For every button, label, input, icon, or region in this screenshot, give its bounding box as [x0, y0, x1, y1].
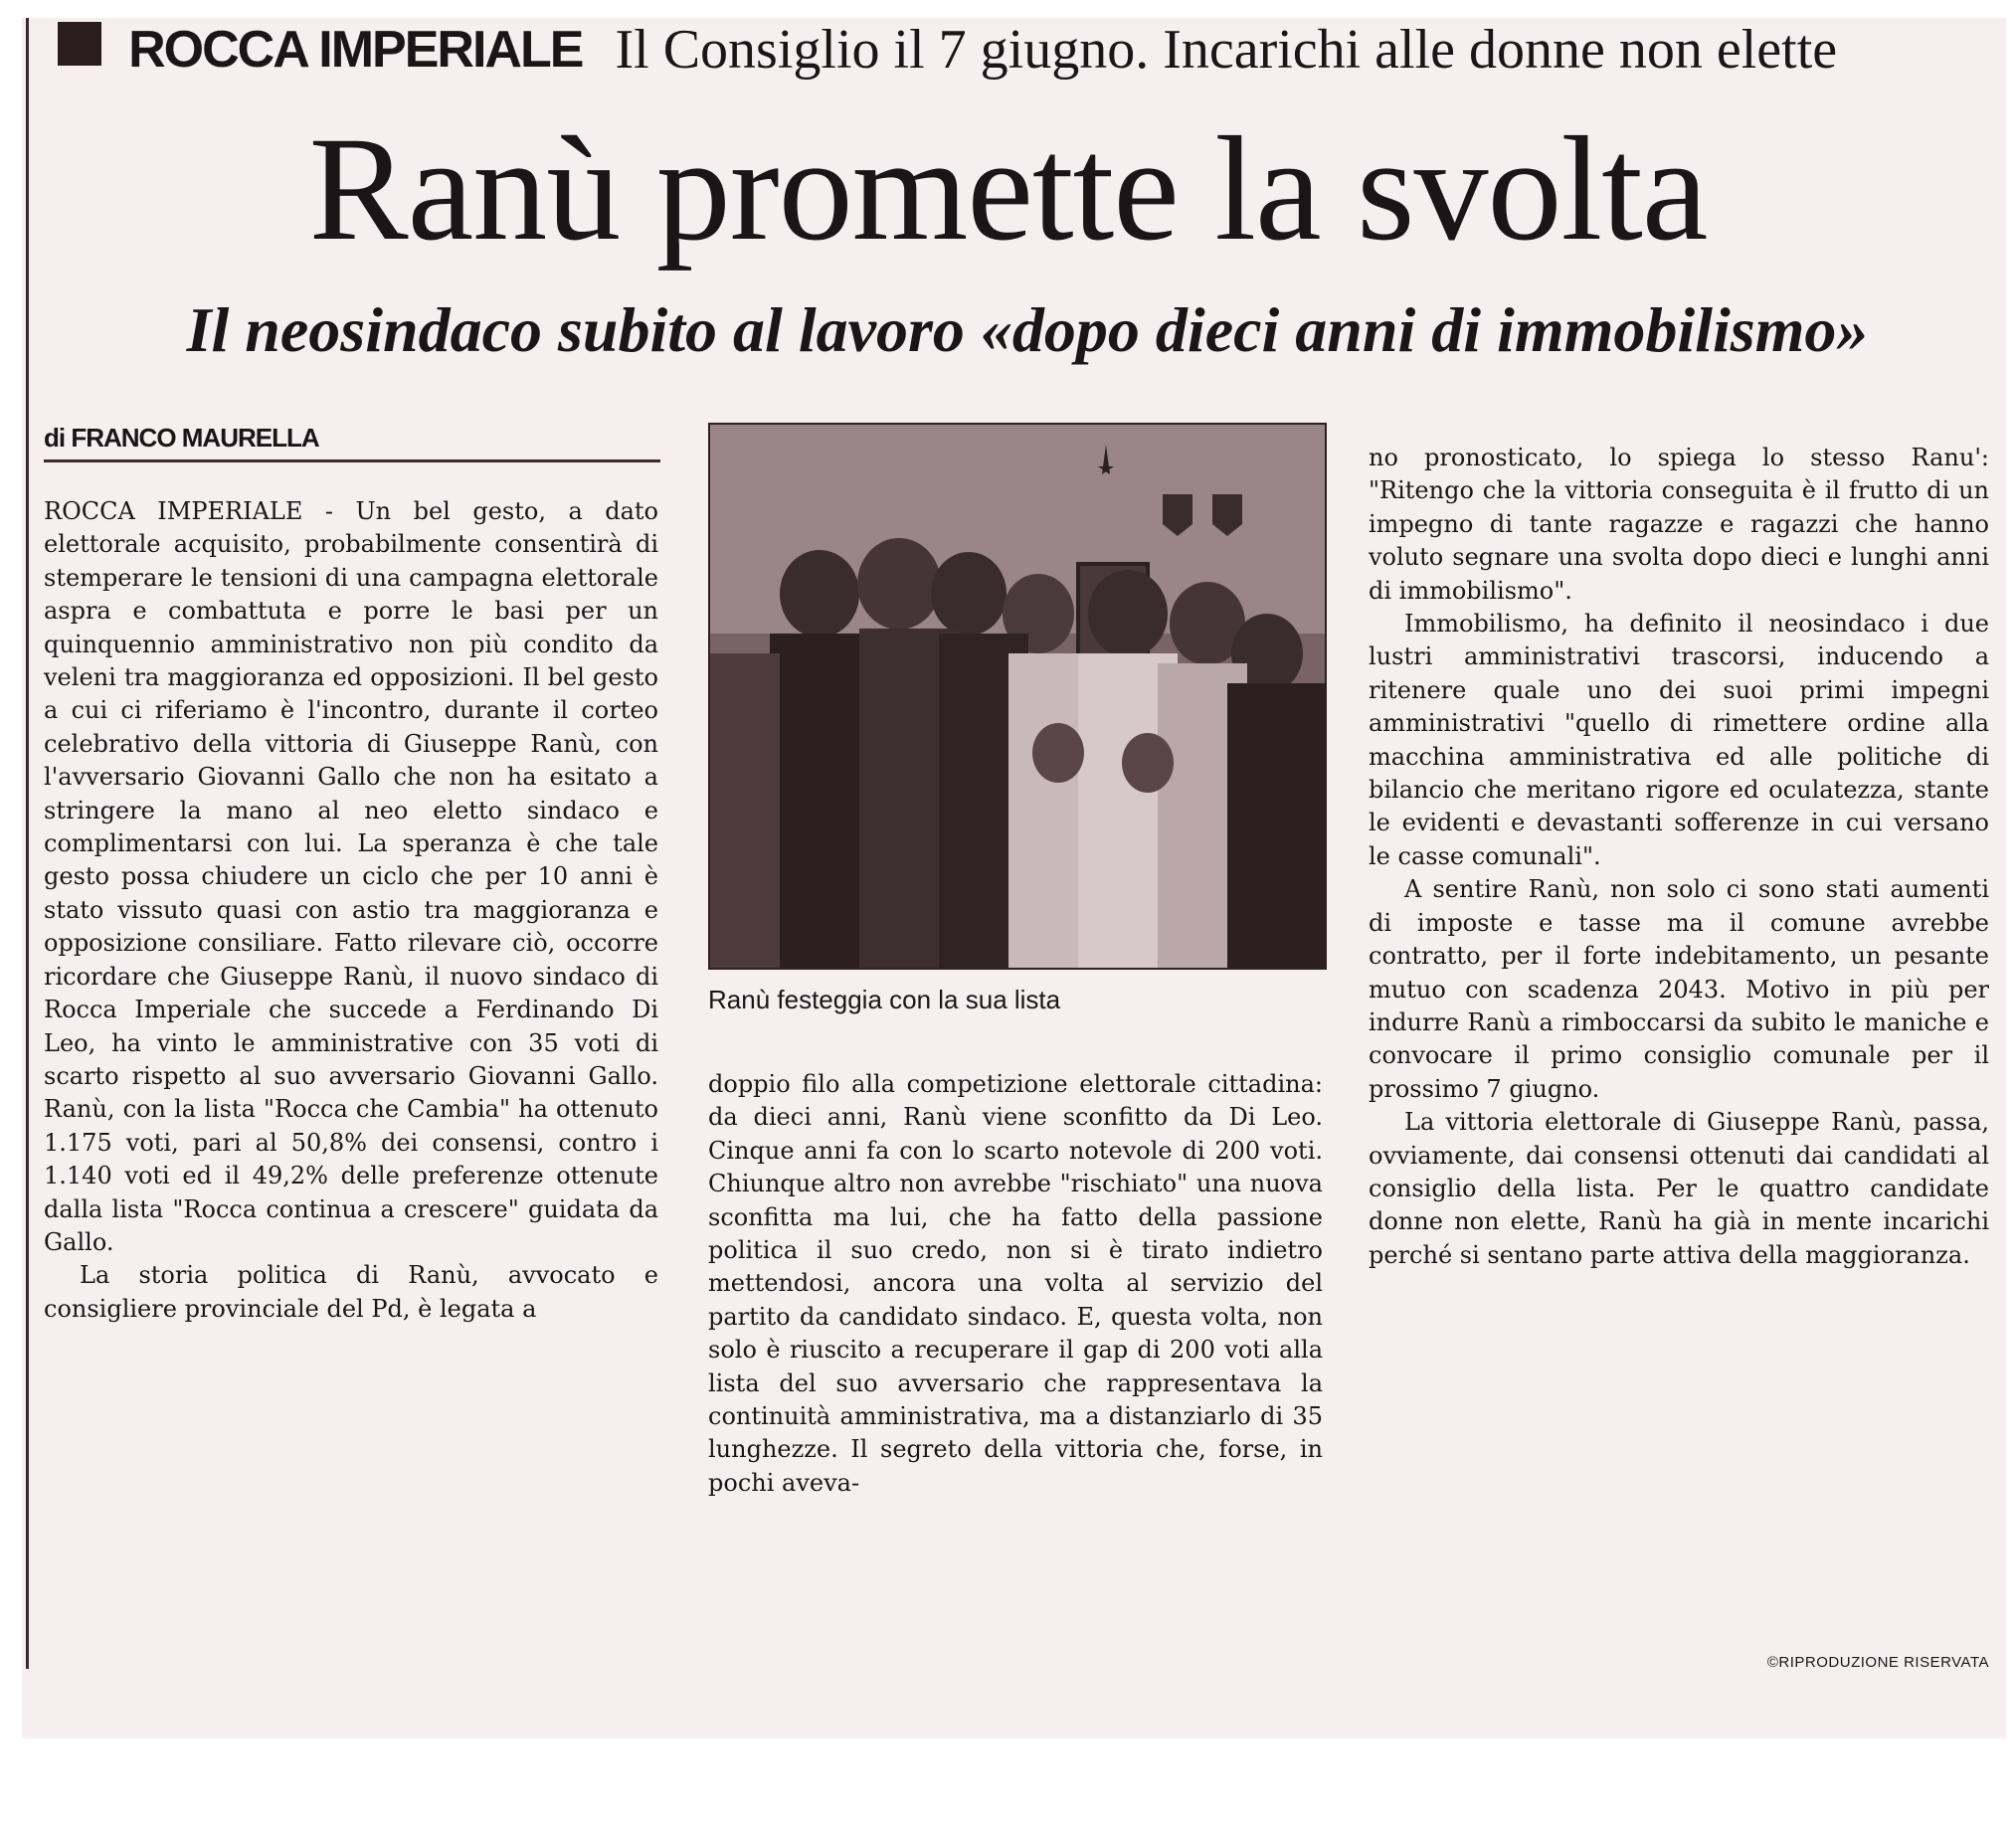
subheadline: Il neosindaco subito al lavoro «dopo dieci anni di immobilismo»	[186, 294, 1869, 365]
photo-caption: Ranù festeggia con la sua lista	[708, 985, 1061, 1014]
kicker	[58, 18, 1997, 97]
section-marker-icon	[58, 22, 101, 66]
paragraph: no pronosticato, lo spiega lo stesso Ranu': "Ritengo che la vittoria conseguita è il frutto di un impegno di tante ragazze e ragazzi che hanno voluto segnare una svolta dopo dieci e lunghi anni di immobilismo".	[1369, 444, 1989, 605]
byline: di FRANCO MAURELLA	[44, 423, 319, 453]
paragraph: Immobilismo, ha definito il neosindaco i due lustri amministrativi trascorsi, inducendo a ritenere quale uno dei suoi primi impegni amministrativi "quello di rimettere ordine alla macchina amministrativa ed alle politiche di bilancio che meritano rigore ed oculatezza, stante le evidenti e devastanti sofferenze in cui versano le casse comunali".	[1369, 610, 1989, 870]
article-column-3	[1369, 442, 1989, 1272]
paragraph: La storia politica di Ranù, avvocato e consigliere provinciale del Pd, è legata a	[44, 1261, 658, 1323]
headline: Ranù promette la svolta	[308, 106, 1708, 272]
article-column-1	[44, 495, 658, 1326]
group-photo-illustration	[710, 425, 1325, 968]
kicker-summary: Il Consiglio il 7 giugno. Incarichi alle donne non elette	[615, 19, 1838, 81]
section-label: ROCCA IMPERIALE	[128, 21, 583, 79]
paragraph: A sentire Ranù, non solo ci sono stati aumenti di imposte e tasse ma il comune avrebbe contratto, per il forte indebitamento, un pesante mutuo con scadenza 2043. Motivo in più per indurre Ranù a rimboccarsi da subito le maniche e convocare il primo consiglio comunale per il prossimo 7 giugno.	[1369, 875, 1989, 1103]
copyright-notice: ©RIPRODUZIONE RISERVATA	[1766, 1654, 1989, 1671]
photo	[708, 423, 1327, 970]
article-column-2	[708, 1068, 1323, 1500]
paragraph: La vittoria elettorale di Giuseppe Ranù, passa, ovviamente, dai consensi ottenuti dai candidati al consiglio della lista. Per le quattro candidate donne non elette, Ranù ha già in mente incarichi perché si sentano parte attiva della maggioranza.	[1369, 1108, 1989, 1269]
paragraph: ROCCA IMPERIALE - Un bel gesto, a dato elettorale acquisito, probabilmente consentirà di stemperare le tensioni di una campagna elettorale aspra e combattuta e porre le basi per un quinquennio amministrativo non più condito da veleni tra maggioranza ed opposizioni. Il bel gesto a cui ci riferiamo è l'incontro, durante il corteo celebrativo della vittoria di Giuseppe Ranù, con l'avversario Giovanni Gallo che non ha esitato a stringere la mano al neo eletto sindaco e complimentarsi con lui. La speranza è che tale gesto possa chiudere un ciclo che per 10 anni è stato vissuto quasi con astio tra maggioranza e opposizione consiliare. Fatto rilevare ciò, occorre ricordare che Giuseppe Ranù, il nuovo sindaco di Rocca Imperiale che succede a Ferdinando Di Leo, ha vinto le amministrative con 35 voti di scarto rispetto al suo avversario Giovanni Gallo. Ranù, con la lista "Rocca che Cambia" ha ottenuto 1.175 voti, pari al 50,8% dei consensi, contro i 1.140 voti ed il 49,2% delle preferenze ottenute dalla lista "Rocca continua a crescere" guidata da Gallo.	[44, 497, 658, 1256]
byline-rule	[44, 459, 660, 462]
paragraph: doppio filo alla competizione elettorale cittadina: da dieci anni, Ranù viene sconfitto da Di Leo. Cinque anni fa con lo scarto notevole di 200 voti. Chiunque altro non avrebbe "rischiato" una nuova sconfitta ma lui, che ha fatto della passione politica il suo credo, non si è tirato indietro mettendosi, ancora una volta al servizio del partito da candidato sindaco. E, questa volta, non solo è riuscito a recuperare il gap di 200 voti alla lista del suo avversario che rappresentava la continuità amministrativa, ma a distanziarlo di 35 lunghezze. Il segreto della vittoria che, forse, in pochi aveva-	[708, 1070, 1323, 1497]
